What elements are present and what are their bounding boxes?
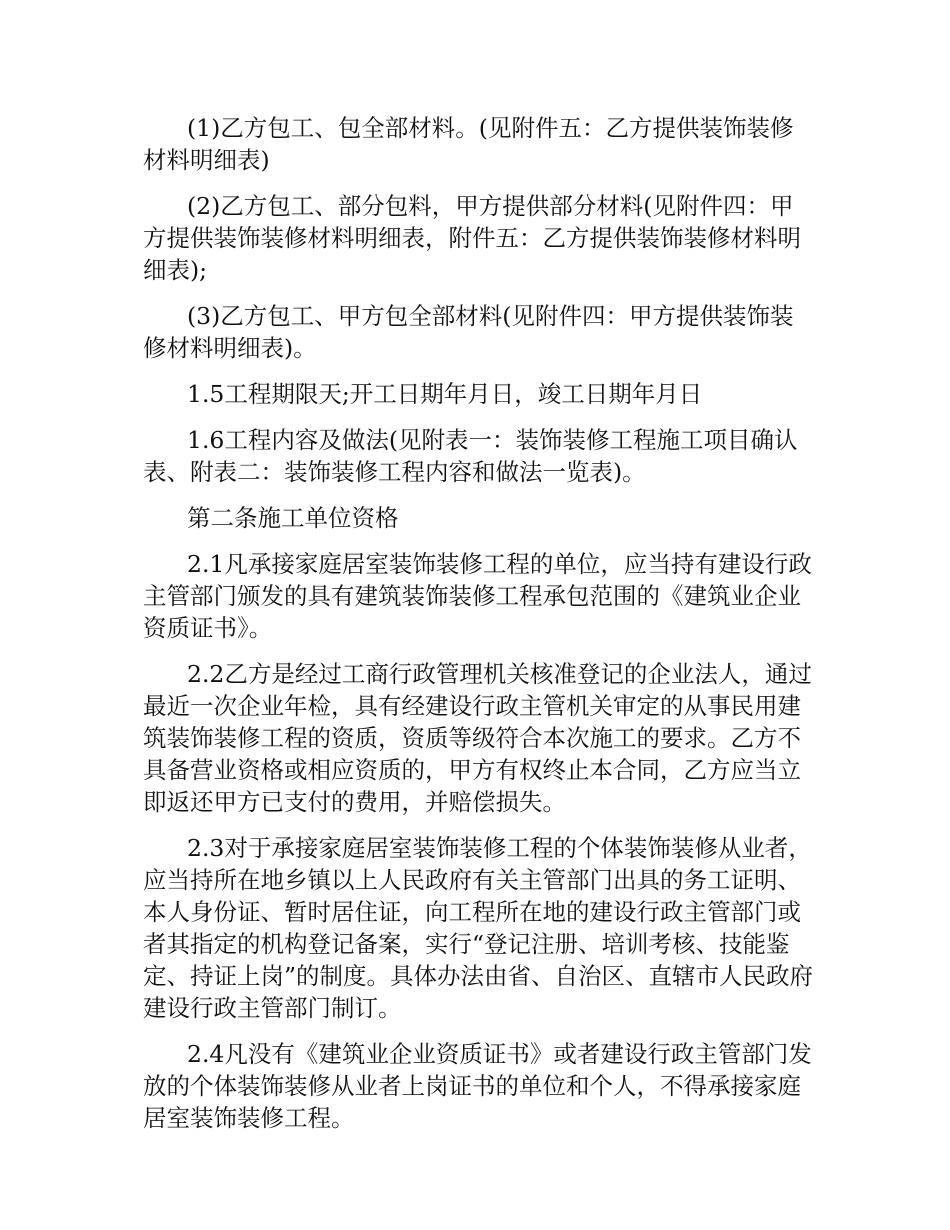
paragraph-item-2: (2)乙方包工、部分包料，甲方提供部分材料(见附件四：甲方提供装饰装修材料明细表，附件五：乙方提供装饰装修材料明细表); bbox=[143, 192, 801, 284]
paragraph-clause-2-3: 2.3对于承接家庭居室装饰装修工程的个体装饰装修从业者，应当持所在地乡镇以上人民政府有关主管部门出具的务工证明、本人身份证、暂时居住证，向工程所在地的建设行政主管部门或者其指定的机构登记备案，实行“登记注册、培训考核、技能鉴定、持证上岗”的制度。具体办法由省、自治区、直辖市人民政府建设行政主管部门制订。 bbox=[143, 834, 814, 1022]
paragraph-item-1: (1)乙方包工、包全部材料。(见附件五：乙方提供装饰装修材料明细表) bbox=[143, 114, 794, 174]
paragraph-clause-2-2: 2.2乙方是经过工商行政管理机关核准登记的企业法人，通过最近一次企业年检，具有经建设行政主管机关审定的从事民用建筑装饰装修工程的资质，资质等级符合本次施工的要求。乙方不具备营业资格或相应资质的，甲方有权终止本合同，乙方应当立即返还甲方已支付的费用，并赔偿损失。 bbox=[143, 660, 812, 816]
paragraph-clause-2-1: 2.1凡承接家庭居室装饰装修工程的单位，应当持有建设行政主管部门颁发的具有建筑装饰装修工程承包范围的《建筑业企业资质证书》。 bbox=[143, 550, 812, 642]
paragraph-clause-1-5: 1.5工程期限天;开工日期年月日，竣工日期年月日 bbox=[187, 380, 703, 408]
document-body bbox=[143, 112, 815, 1148]
paragraph-item-3: (3)乙方包工、甲方包全部材料(见附件四：甲方提供装饰装修材料明细表)。 bbox=[143, 302, 794, 362]
paragraph-clause-2-4: 2.4凡没有《建筑业企业资质证书》或者建设行政主管部门发放的个体装饰装修从业者上岗证书的单位和个人，不得承接家庭居室装饰装修工程。 bbox=[143, 1040, 812, 1132]
paragraph-clause-1-6: 1.6工程内容及做法(见附表一：装饰装修工程施工项目确认表、附表二：装饰装修工程内容和做法一览表)。 bbox=[143, 426, 798, 486]
section-heading-article-2: 第二条施工单位资格 bbox=[187, 504, 399, 532]
